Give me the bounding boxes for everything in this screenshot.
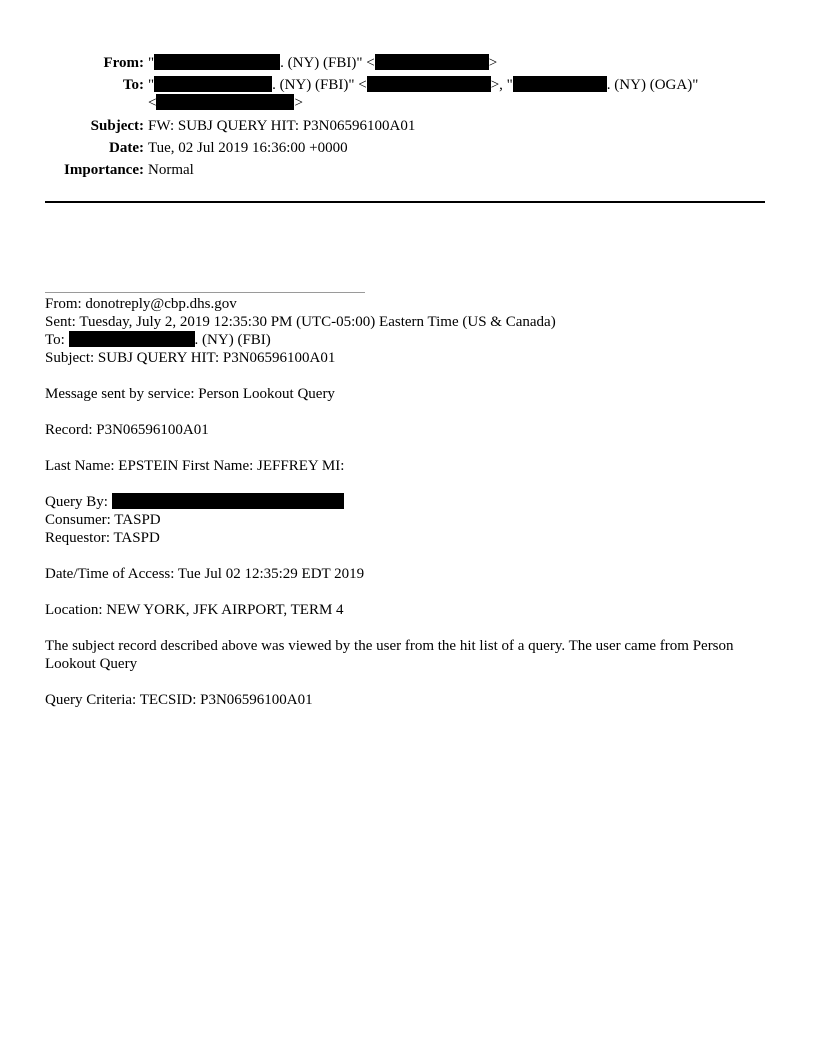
header-divider — [45, 201, 765, 203]
redaction-bar — [156, 94, 294, 110]
to-line2-close: > — [294, 95, 303, 111]
name-line: Last Name: EPSTEIN First Name: JEFFREY MI: — [45, 458, 345, 474]
service-line: Message sent by service: Person Lookout Query — [45, 386, 335, 402]
forwarded-sent: Sent: Tuesday, July 2, 2019 12:35:30 PM (UTC-05:00) Eastern Time (US & Canada) — [45, 314, 556, 330]
query-by-line — [45, 493, 344, 511]
redaction-bar — [154, 76, 272, 92]
forward-separator — [45, 292, 365, 293]
criteria-line: Query Criteria: TECSID: P3N06596100A01 — [45, 692, 313, 708]
from-name-suffix: . (NY) (FBI)" < — [280, 55, 375, 71]
redaction-bar — [69, 331, 195, 347]
redaction-bar — [112, 493, 344, 509]
importance-value: Normal — [148, 162, 194, 178]
to-mid: >, " — [490, 77, 513, 93]
date-label: Date: — [109, 140, 144, 156]
forwarded-to-suffix: . (NY) (FBI) — [194, 332, 271, 348]
importance-label: Importance: — [64, 162, 144, 178]
query-by-prefix: Query By: — [45, 494, 108, 510]
forwarded-to — [45, 331, 271, 349]
record-line: Record: P3N06596100A01 — [45, 422, 209, 438]
subject-label: Subject: — [90, 118, 144, 134]
redaction-bar — [367, 76, 491, 92]
redaction-bar — [375, 54, 489, 70]
forwarded-subject: Subject: SUBJ QUERY HIT: P3N06596100A01 — [45, 350, 336, 366]
forwarded-from: From: donotreply@cbp.dhs.gov — [45, 296, 237, 312]
from-open-quote: " — [148, 55, 155, 71]
access-line: Date/Time of Access: Tue Jul 02 12:35:29 EDT 2019 — [45, 566, 365, 582]
from-label: From: — [103, 55, 144, 71]
from-close: > — [488, 55, 498, 71]
to-name2-suffix: . (NY) (OGA)" — [606, 77, 699, 93]
to-label: To: — [122, 77, 144, 93]
from-value — [148, 54, 497, 72]
location-line: Location: NEW YORK, JFK AIRPORT, TERM 4 — [45, 602, 344, 618]
to-open-quote: " — [148, 77, 155, 93]
redaction-bar — [513, 76, 607, 92]
forwarded-to-prefix: To: — [45, 332, 65, 348]
redaction-bar — [154, 54, 280, 70]
to-value — [148, 76, 698, 94]
description-paragraph: The subject record described above was viewed by the user from the hit list of a query. The user came from Person Lookout Query — [45, 638, 734, 672]
date-value: Tue, 02 Jul 2019 16:36:00 +0000 — [148, 140, 348, 156]
to-value-continued — [148, 94, 303, 112]
requestor-line: Requestor: TASPD — [45, 530, 160, 546]
to-line2-open: < — [148, 95, 157, 111]
subject-value: FW: SUBJ QUERY HIT: P3N06596100A01 — [148, 118, 416, 134]
to-name-suffix: . (NY) (FBI)" < — [272, 77, 367, 93]
consumer-line: Consumer: TASPD — [45, 512, 161, 528]
